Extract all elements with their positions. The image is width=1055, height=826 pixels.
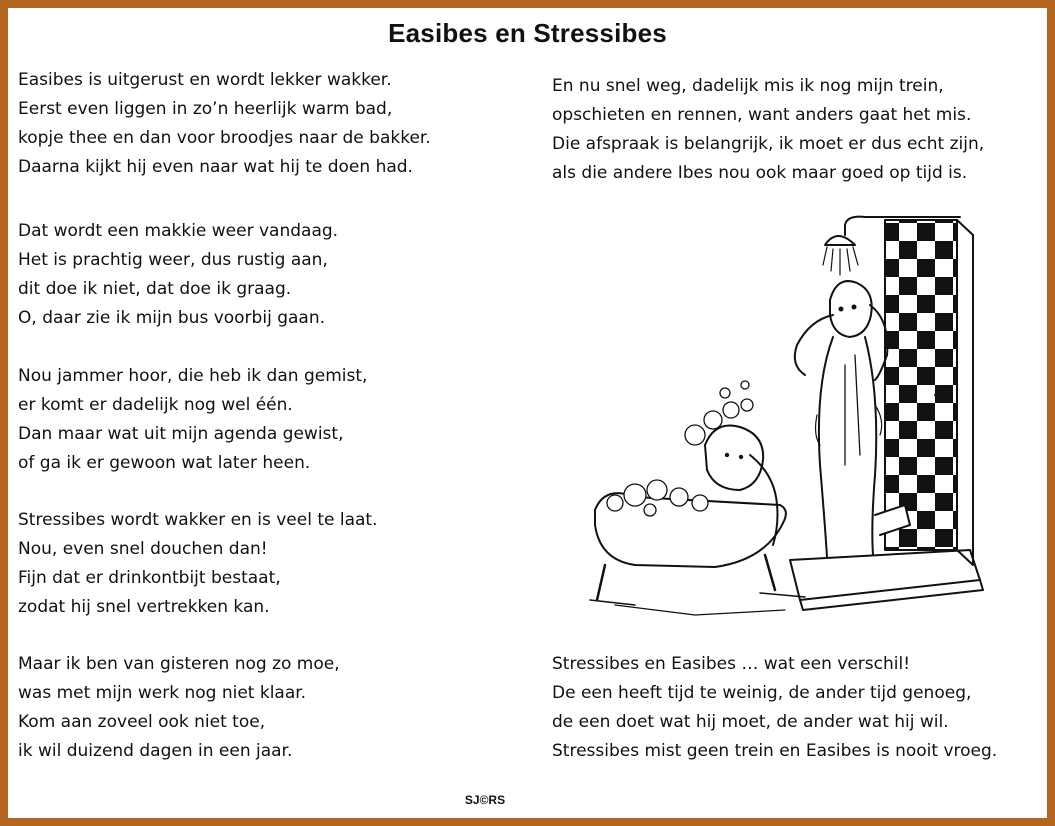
stanza-4 [18, 506, 377, 622]
stanza-2 [18, 217, 338, 333]
poem-line: Maar ik ben van gisteren nog zo moe, [18, 654, 340, 674]
bath-and-shower-illustration [575, 205, 995, 630]
poem-line: Kom aan zoveel ook niet toe, [18, 712, 266, 732]
stanza-5 [18, 650, 340, 766]
poem-line: Nou jammer hoor, die heb ik dan gemist, [18, 366, 368, 386]
poem-line: ik wil duizend dagen in een jaar. [18, 741, 293, 761]
poem-line: Daarna kijkt hij even naar wat hij te doen had. [18, 157, 413, 177]
poem-line: dit doe ik niet, dat doe ik graag. [18, 279, 292, 299]
poem-line: als die andere Ibes nou ook maar goed op tijd is. [552, 163, 968, 183]
poem-line: Fijn dat er drinkontbijt bestaat, [18, 568, 281, 588]
poem-line: De een heeft tijd te weinig, de ander tijd genoeg, [552, 683, 972, 703]
poem-line: of ga ik er gewoon wat later heen. [18, 453, 311, 473]
poem-title: Easibes en Stressibes [388, 18, 667, 48]
poem-line: er komt er dadelijk nog wel één. [18, 395, 293, 415]
poem-line: Nou, even snel douchen dan! [18, 539, 268, 559]
poem-line: was met mijn werk nog niet klaar. [18, 683, 307, 703]
poem-line: Stressibes mist geen trein en Easibes is nooit vroeg. [552, 741, 998, 761]
poem-line: Dan maar wat uit mijn agenda gewist, [18, 424, 344, 444]
poem-line: Dat wordt een makkie weer vandaag. [18, 221, 339, 241]
stanza-7 [552, 650, 997, 766]
poem-line: Die afspraak is belangrijk, ik moet er dus echt zijn, [552, 134, 985, 154]
poem-line: de een doet wat hij moet, de ander wat hij wil. [552, 712, 949, 732]
poem-line: Stressibes en Easibes … wat een verschil! [552, 654, 911, 674]
shower-floor [790, 550, 983, 610]
poem-line: kopje thee en dan voor broodjes naar de bakker. [18, 128, 431, 148]
poem-line: Eerst even liggen in zo’n heerlijk warm bad, [18, 99, 393, 119]
poem-line: opschieten en rennen, want anders gaat het mis. [552, 105, 972, 125]
poem-line: zodat hij snel vertrekken kan. [18, 597, 270, 617]
poem-line: O, daar zie ik mijn bus voorbij gaan. [18, 308, 325, 328]
poem-line: En nu snel weg, dadelijk mis ik nog mijn trein, [552, 76, 944, 96]
bathtub [590, 493, 805, 615]
stanza-1 [18, 66, 431, 182]
poem-line: Stressibes wordt wakker en is veel te laat. [18, 510, 378, 530]
stanza-3 [18, 362, 367, 478]
poem-line: Easibes is uitgerust en wordt lekker wakker. [18, 70, 392, 90]
author-signature: SJ©RS [464, 793, 506, 807]
stanza-6 [552, 72, 984, 188]
poem-line: Het is prachtig weer, dus rustig aan, [18, 250, 328, 270]
